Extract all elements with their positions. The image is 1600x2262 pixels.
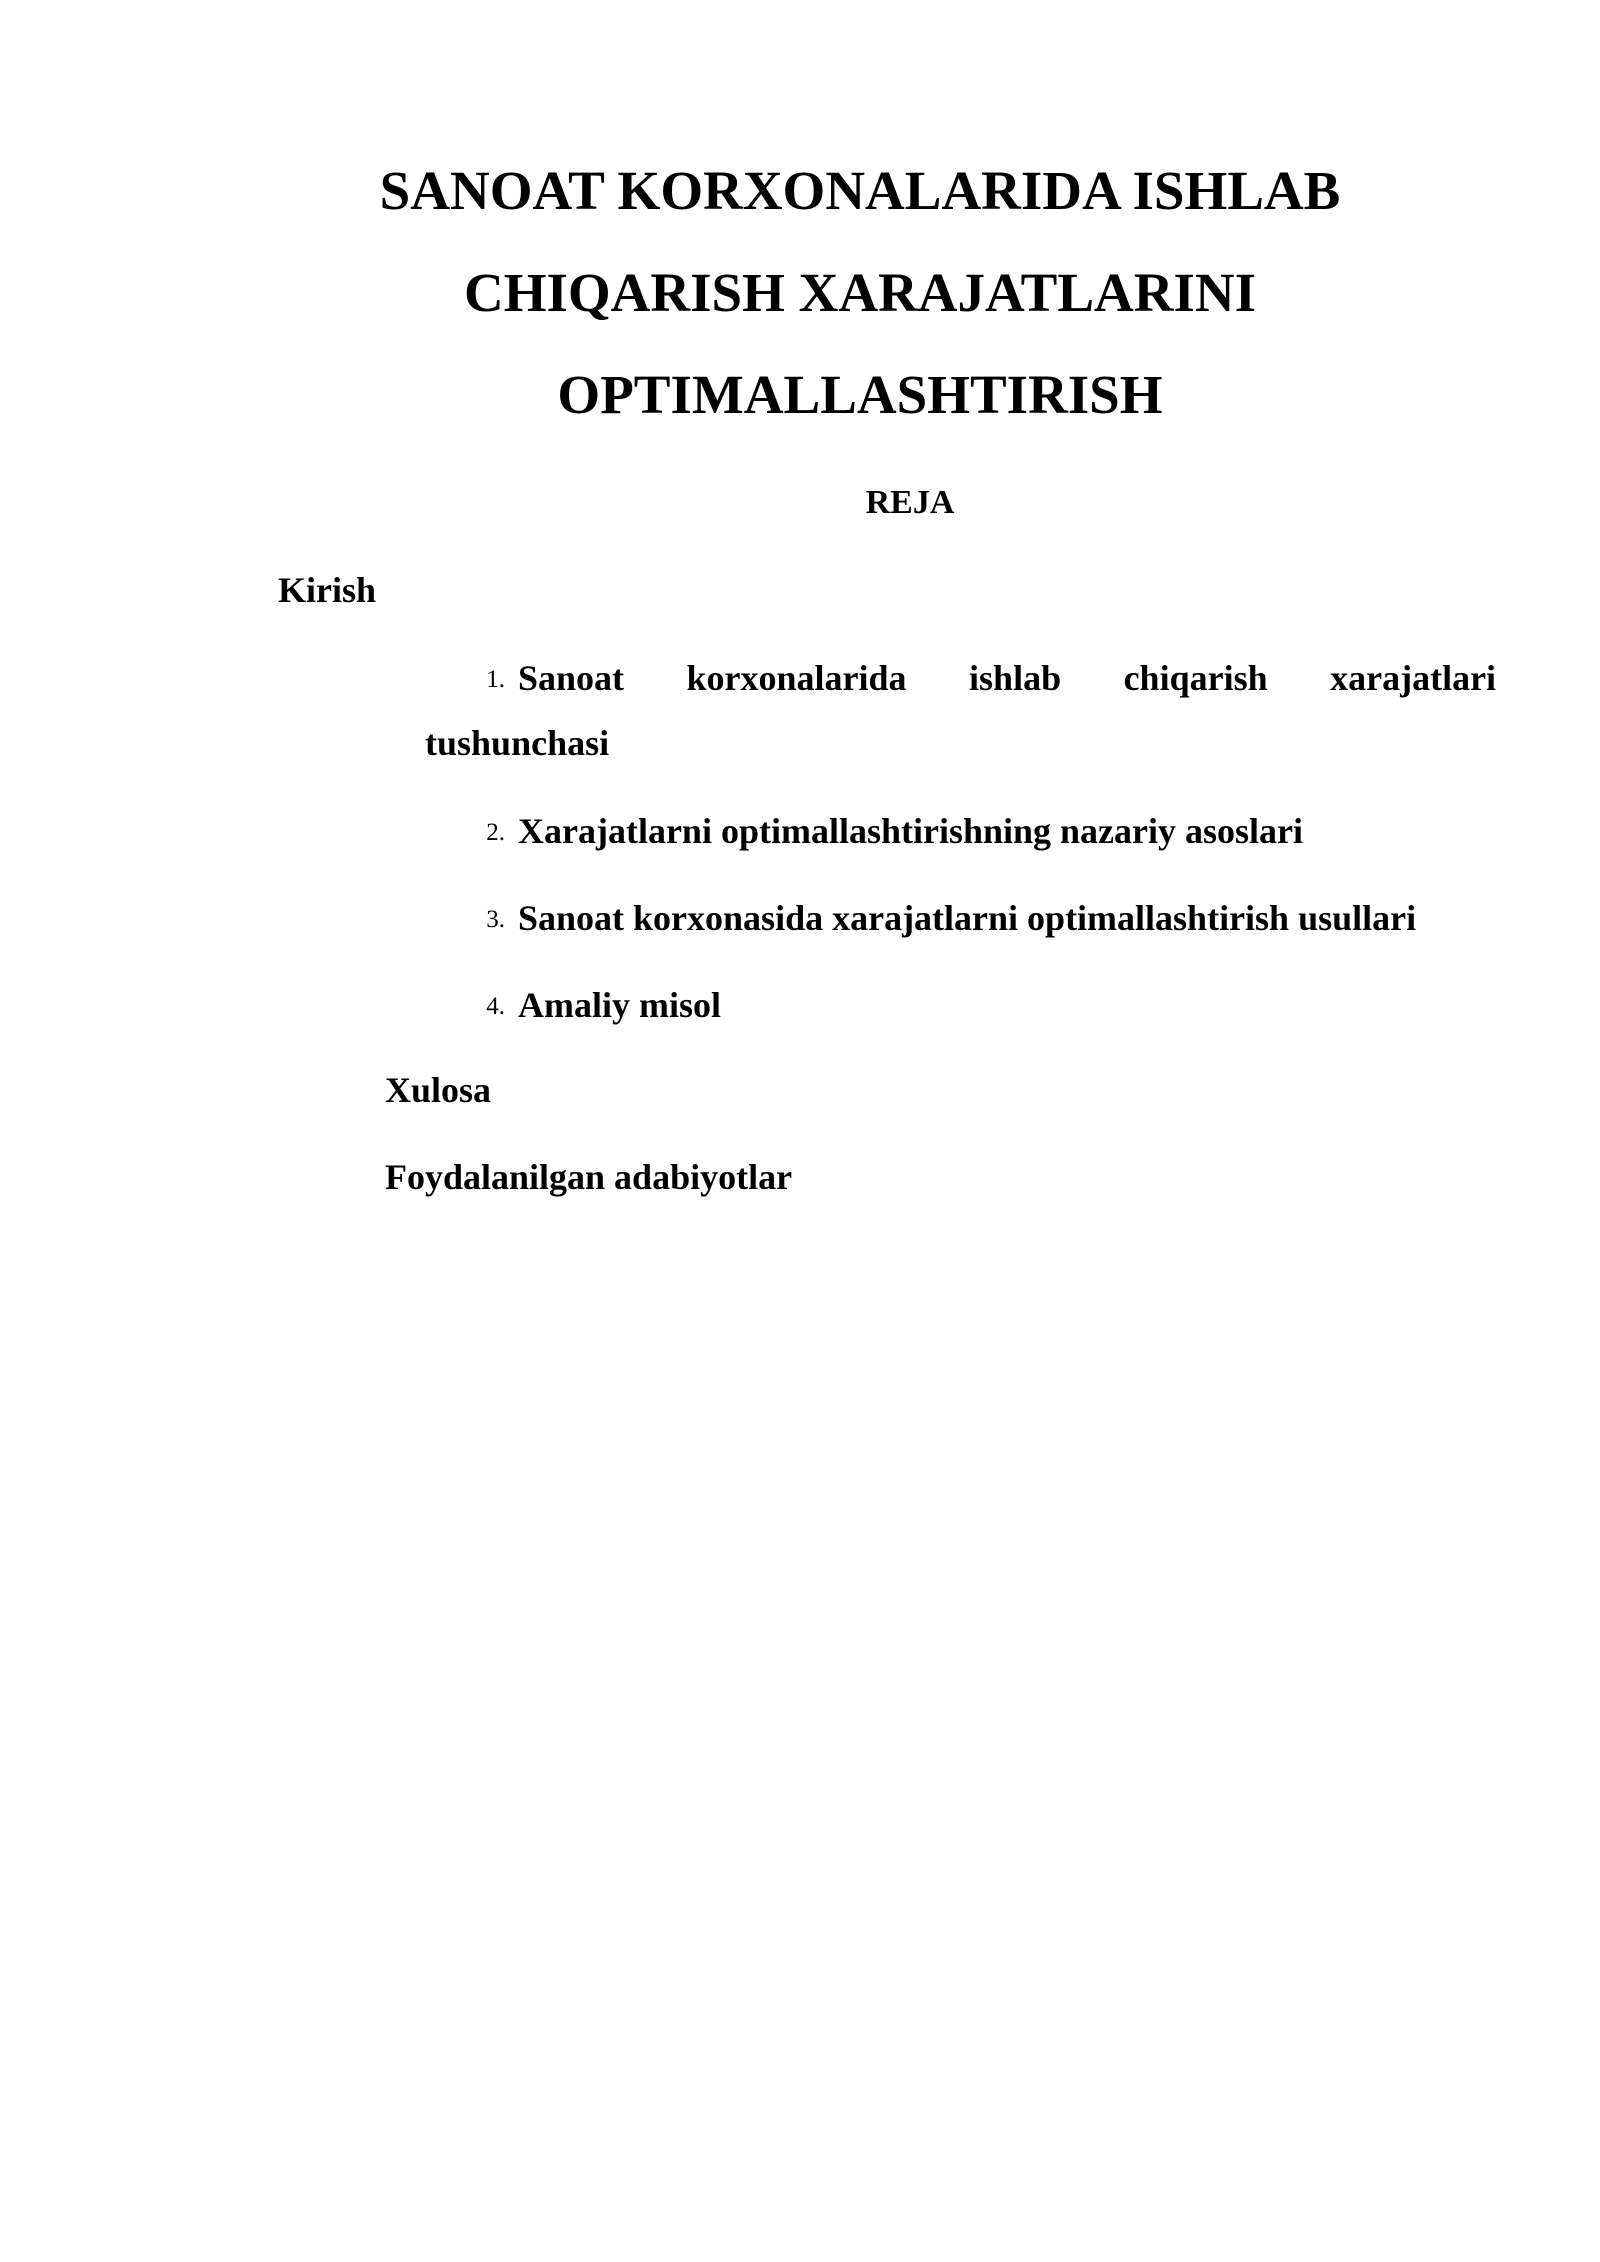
list-item-number: 3. [486, 906, 505, 933]
plan-heading: REJA [865, 484, 955, 521]
list-item-3: Sanoat korxonasida xarajatlarni optimallashtirish usullari [518, 898, 1417, 938]
list-item-number: 1. [486, 666, 505, 693]
title-line-2: CHIQARISH XARAJATLARINI [464, 262, 1256, 323]
item-1-word: xarajatlari [1330, 658, 1497, 698]
list-item-number: 4. [486, 993, 505, 1020]
list-item-4: Amaliy misol [518, 985, 721, 1025]
item-1-word: ishlab [969, 658, 1062, 698]
list-item-1-line-1 [518, 653, 1496, 703]
conclusion-heading: Xulosa [385, 1070, 492, 1110]
list-item-number: 2. [486, 819, 505, 846]
intro-heading: Kirish [278, 570, 377, 610]
item-1-word: Sanoat [518, 658, 625, 698]
references-heading: Foydalanilgan adabiyotlar [385, 1157, 793, 1197]
item-1-word: chiqarish [1123, 658, 1268, 698]
title-line-1: SANOAT KORXONALARIDA ISHLAB [379, 160, 1341, 221]
list-item-1-line-2: tushunchasi [425, 723, 610, 763]
list-item-2: Xarajatlarni optimallashtirishning nazariy asoslari [518, 811, 1304, 851]
item-1-word: korxonalarida [686, 658, 907, 698]
document-title [320, 140, 1400, 446]
title-line-3: OPTIMALLASHTIRISH [557, 364, 1163, 425]
